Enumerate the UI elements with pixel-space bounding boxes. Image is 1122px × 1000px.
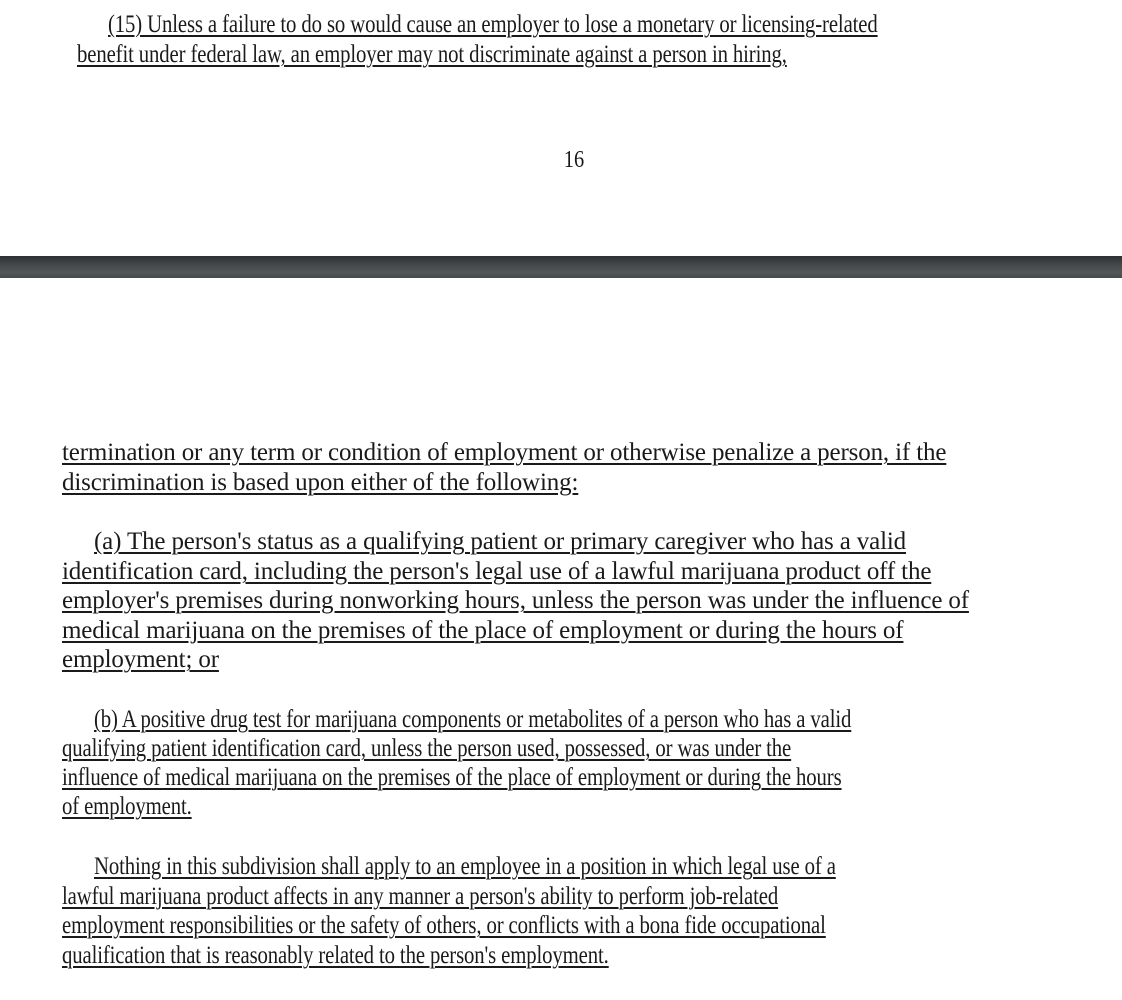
closing-line: Nothing in this subdivision shall apply to an employee in a position in which legal use of a <box>94 853 836 880</box>
document-page-16 <box>0 0 1122 256</box>
text-line: discrimination is based upon either of the following: <box>62 469 579 496</box>
item-b-line: of employment. <box>62 793 192 820</box>
item-b-line: qualifying patient identification card, unless the person used, possessed, or was under the <box>62 735 792 762</box>
closing-line: employment responsibilities or the safety of others, or conflicts with a bona fide occupational <box>62 912 826 939</box>
page-number: 16 <box>563 147 585 173</box>
item-b-line: influence of medical marijuana on the premises of the place of employment or during the hours <box>62 764 842 791</box>
text-line: benefit under federal law, an employer may not discriminate against a person in hiring, <box>77 41 787 68</box>
closing-line: lawful marijuana product affects in any manner a person's ability to perform job-related <box>62 883 779 910</box>
item-a-line: employment; or <box>62 646 219 673</box>
item-a-line: identification card, including the person's legal use of a lawful marijuana product off the <box>62 558 932 585</box>
item-a-line: (a) The person's status as a qualifying patient or primary caregiver who has a valid <box>94 528 907 555</box>
item-b-line: (b) A positive drug test for marijuana components or metabolites of a person who has a valid <box>94 706 852 733</box>
item-a-line: medical marijuana on the premises of the place of employment or during the hours of <box>62 617 904 644</box>
page-divider <box>0 256 1122 278</box>
closing-line: qualification that is reasonably related to the person's employment. <box>62 942 609 969</box>
document-page-17 <box>0 278 1122 1000</box>
text-line: (15) Unless a failure to do so would cause an employer to lose a monetary or licensing-related <box>108 11 878 38</box>
item-a-line: employer's premises during nonworking hours, unless the person was under the influence of <box>62 587 969 614</box>
text-line: termination or any term or condition of employment or otherwise penalize a person, if the <box>62 439 947 466</box>
